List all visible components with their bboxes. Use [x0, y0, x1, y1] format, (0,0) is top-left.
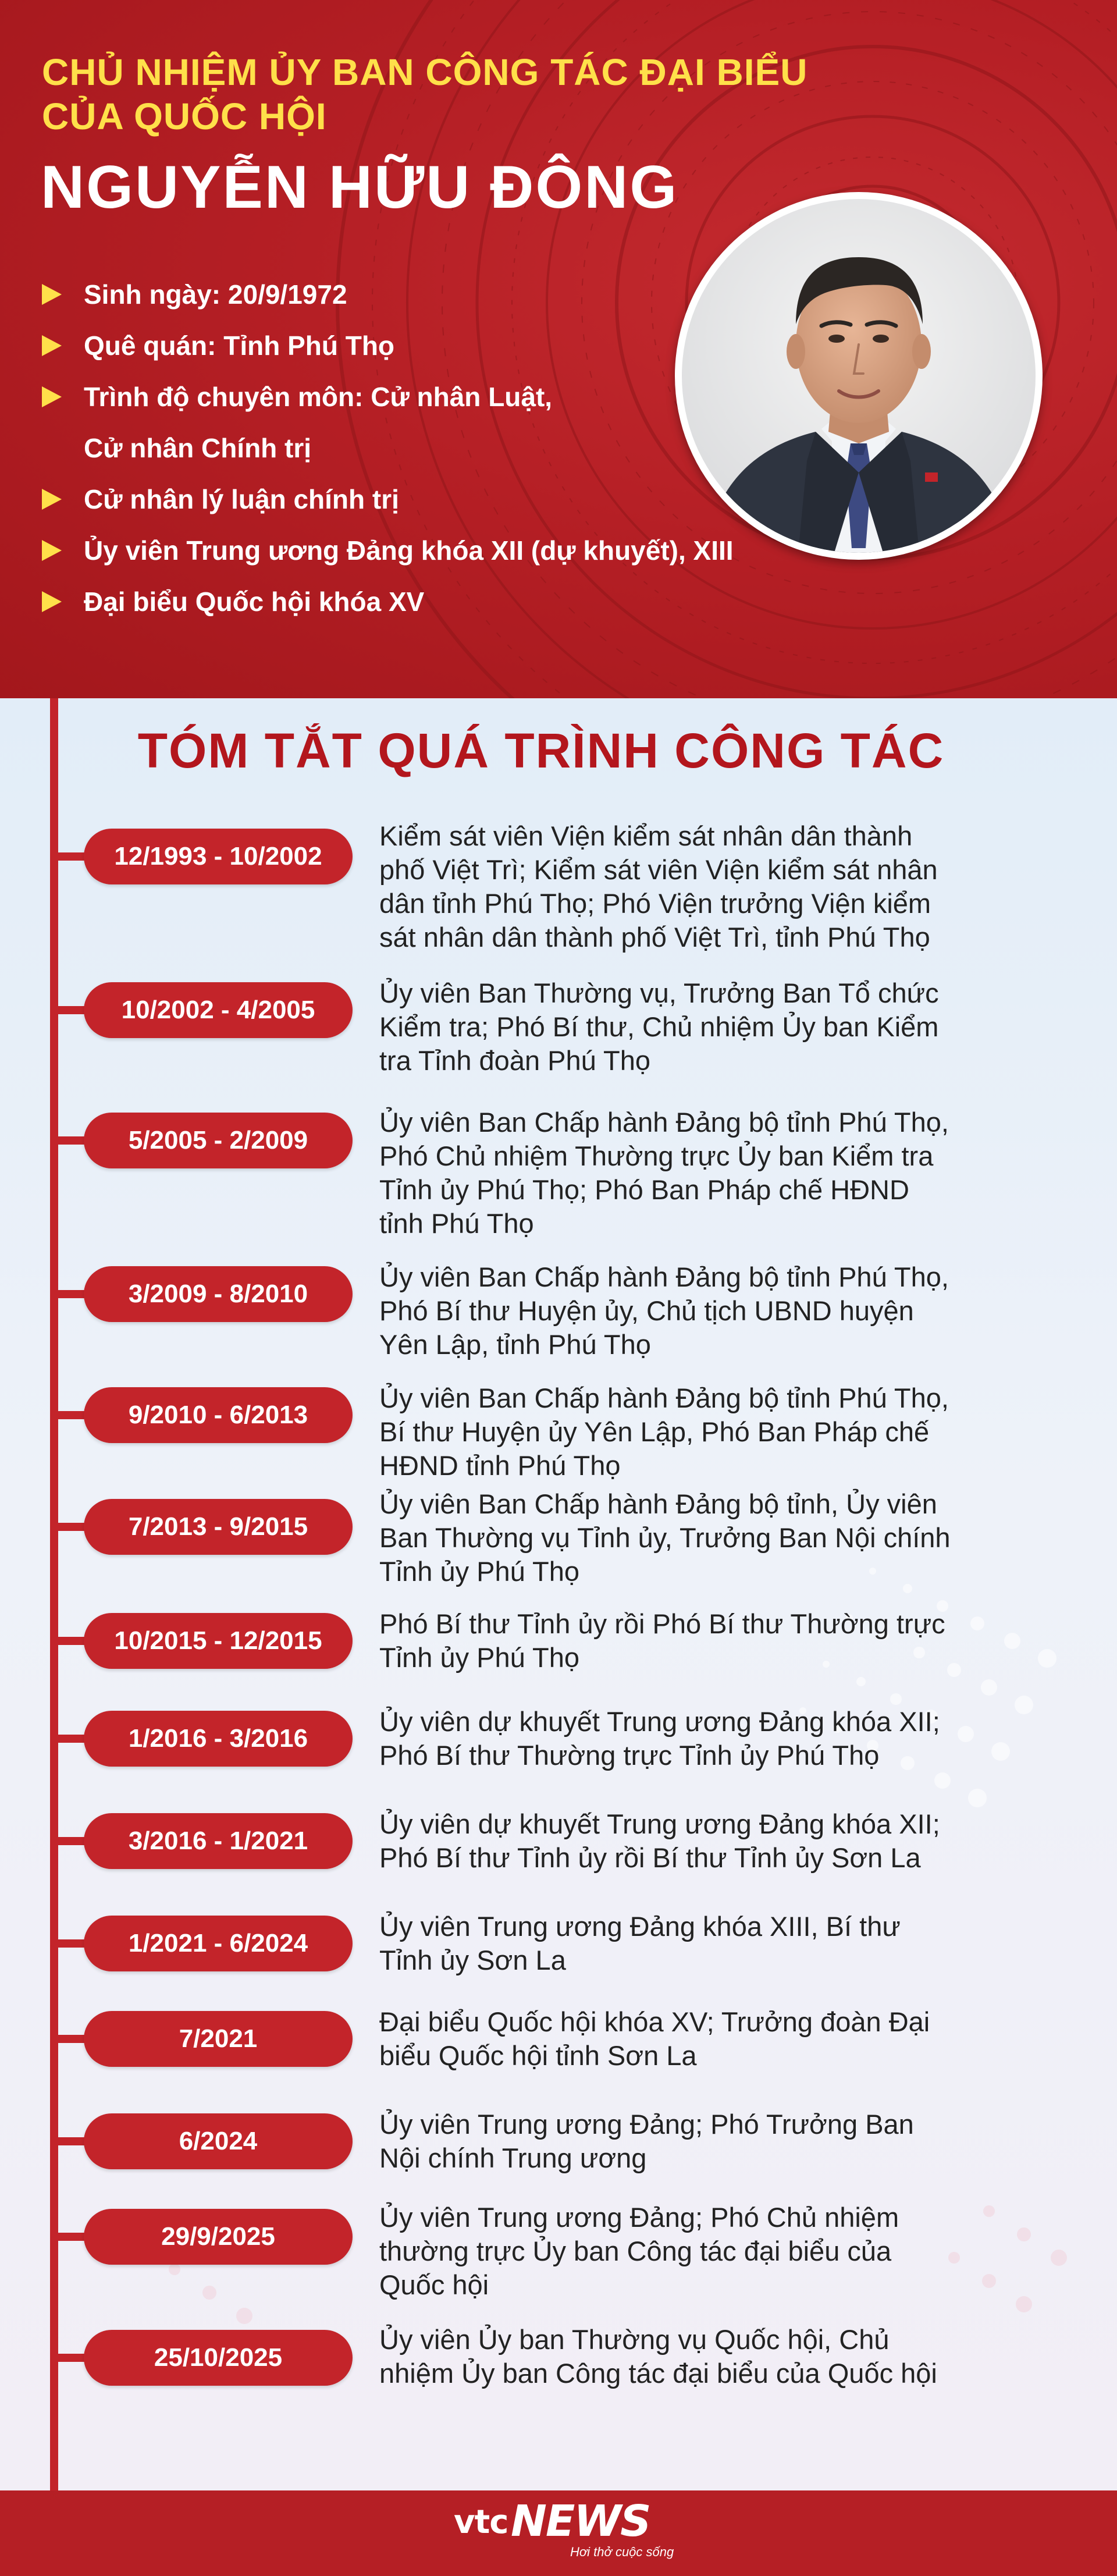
description-line: Tỉnh ủy Sơn La: [379, 1945, 566, 1975]
triangle-bullet-icon: [42, 489, 62, 510]
logo-slogan: Hơi thở cuộc sống: [570, 2545, 674, 2559]
description-line: Phó Bí thư Tỉnh ủy rồi Bí thư Tỉnh ủy Sơn La: [379, 1842, 921, 1873]
person-name: NGUYỄN HỮU ĐÔNG: [41, 154, 679, 221]
description-line: Kiểm sát viên Viện kiểm sát nhân dân thành: [379, 820, 913, 851]
timeline-description: [379, 2005, 1048, 2073]
timeline-description: [379, 1487, 1048, 1589]
timeline-heading: TÓM TẮT QUÁ TRÌNH CÔNG TÁC: [137, 723, 945, 778]
fact-text-continued: Cử nhân Chính trị: [84, 433, 312, 463]
description-line: Ủy viên dự khuyết Trung ương Đảng khóa XII;: [379, 1706, 940, 1737]
timeline-date-badge: 25/10/2025: [84, 2330, 353, 2386]
profile-header: [0, 0, 1117, 698]
description-line: tỉnh Phú Thọ: [379, 1208, 534, 1239]
triangle-bullet-icon: [42, 386, 62, 407]
timeline-description: [379, 1381, 1048, 1483]
position-title-line-2: CỦA QUỐC HỘI: [42, 95, 327, 137]
timeline-description: [379, 976, 1048, 1078]
description-line: Phó Bí thư Huyện ủy, Chủ tịch UBND huyện: [379, 1295, 914, 1326]
description-line: Tỉnh ủy Phú Thọ; Phó Ban Pháp chế HĐND: [379, 1174, 909, 1205]
timeline-date-badge: 1/2021 - 6/2024: [84, 1916, 353, 1971]
description-line: Quốc hội: [379, 2269, 489, 2300]
description-line: Ban Thường vụ Tỉnh ủy, Trưởng Ban Nội chính: [379, 1522, 951, 1553]
description-line: nhiệm Ủy ban Công tác đại biểu của Quốc hội: [379, 2358, 937, 2389]
description-line: Phó Bí thư Tỉnh ủy rồi Phó Bí thư Thường trực: [379, 1608, 945, 1639]
timeline-date-badge: 10/2002 - 4/2005: [84, 982, 353, 1038]
fact-political-theory: [42, 474, 399, 525]
timeline-date-badge: 12/1993 - 10/2002: [84, 829, 353, 884]
fact-central-committee: [42, 525, 734, 576]
description-line: tra Tỉnh đoàn Phú Thọ: [379, 1045, 650, 1076]
timeline-description: [379, 1607, 1048, 1675]
timeline-date-badge: 1/2016 - 3/2016: [84, 1711, 353, 1767]
description-line: HĐND tỉnh Phú Thọ: [379, 1450, 621, 1481]
timeline-description: [379, 1705, 1048, 1772]
triangle-bullet-icon: [42, 540, 62, 561]
timeline-date-badge: 29/9/2025: [84, 2209, 353, 2265]
description-line: Tỉnh ủy Phú Thọ: [379, 1556, 580, 1587]
description-line: Ủy viên Ban Chấp hành Đảng bộ tỉnh, Ủy viên: [379, 1488, 937, 1519]
description-line: Yên Lập, tỉnh Phú Thọ: [379, 1329, 651, 1360]
timeline-description: [379, 1807, 1048, 1875]
description-line: biểu Quốc hội tỉnh Sơn La: [379, 2040, 697, 2071]
fact-text: Ủy viên Trung ương Đảng khóa XII (dự khuyết), XIII: [84, 535, 734, 566]
portrait-illustration: [682, 199, 1036, 553]
fact-text: Sinh ngày: 20/9/1972: [84, 279, 347, 310]
description-line: thường trực Ủy ban Công tác đại biểu của: [379, 2236, 892, 2266]
fact-text: Đại biểu Quốc hội khóa XV: [84, 587, 425, 617]
timeline-axis: [50, 698, 58, 2490]
description-line: Ủy viên Ban Chấp hành Đảng bộ tỉnh Phú Thọ,: [379, 1107, 949, 1138]
description-line: Ủy viên Trung ương Đảng; Phó Trưởng Ban: [379, 2109, 914, 2140]
fact-birth-date: [42, 269, 347, 320]
timeline-description: [379, 1106, 1048, 1241]
description-line: Ủy viên Ban Chấp hành Đảng bộ tỉnh Phú Thọ,: [379, 1262, 949, 1292]
description-line: Bí thư Huyện ủy Yên Lập, Phó Ban Pháp chế: [379, 1416, 930, 1447]
logo-vtc-text: vtc: [454, 2503, 508, 2541]
fact-education: [42, 371, 552, 422]
description-line: sát nhân dân thành phố Việt Trì, tỉnh Phú Thọ: [379, 922, 930, 953]
description-line: Ủy viên dự khuyết Trung ương Đảng khóa XII;: [379, 1808, 940, 1839]
timeline-date-badge: 9/2010 - 6/2013: [84, 1387, 353, 1443]
timeline-description: [379, 2201, 1048, 2302]
fact-text: Quê quán: Tỉnh Phú Thọ: [84, 331, 395, 361]
description-line: Ủy viên Ban Thường vụ, Trưởng Ban Tổ chức: [379, 978, 939, 1008]
description-line: Phó Bí thư Thường trực Tỉnh ủy Phú Thọ: [379, 1740, 880, 1771]
description-line: phố Việt Trì; Kiểm sát viên Viện kiểm sát nhân: [379, 854, 938, 885]
fact-text: Cử nhân lý luận chính trị: [84, 484, 399, 514]
timeline-description: [379, 1260, 1048, 1362]
triangle-bullet-icon: [42, 591, 62, 612]
portrait-photo: [675, 192, 1043, 560]
fact-hometown: [42, 320, 394, 371]
description-line: dân tỉnh Phú Thọ; Phó Viện trưởng Viện kiểm: [379, 888, 931, 919]
fact-national-assembly: [42, 576, 424, 627]
description-line: Ủy viên Ban Chấp hành Đảng bộ tỉnh Phú Thọ,: [379, 1383, 949, 1413]
vtc-news-logo: [454, 2496, 675, 2566]
description-line: Đại biểu Quốc hội khóa XV; Trưởng đoàn Đại: [379, 2006, 930, 2037]
timeline-description: [379, 2108, 1048, 2175]
timeline-description: [379, 1910, 1048, 1977]
timeline-description: [379, 2323, 1048, 2390]
description-line: Ủy viên Trung ương Đảng; Phó Chủ nhiệm: [379, 2202, 899, 2233]
triangle-bullet-icon: [42, 335, 62, 356]
description-line: Tỉnh ủy Phú Thọ: [379, 1642, 580, 1673]
timeline-date-badge: 6/2024: [84, 2113, 353, 2169]
description-line: Nội chính Trung ương: [379, 2142, 647, 2173]
description-line: Ủy viên Trung ương Đảng khóa XIII, Bí thư: [379, 1911, 901, 1942]
triangle-bullet-icon: [42, 284, 62, 305]
timeline-date-badge: 3/2009 - 8/2010: [84, 1266, 353, 1322]
description-line: Phó Chủ nhiệm Thường trực Ủy ban Kiểm tra: [379, 1140, 934, 1171]
timeline-date-badge: 10/2015 - 12/2015: [84, 1613, 353, 1669]
logo-news-text: NEWS: [511, 2496, 650, 2546]
description-line: Kiểm tra; Phó Bí thư, Chủ nhiệm Ủy ban Kiểm: [379, 1011, 939, 1042]
description-line: Ủy viên Ủy ban Thường vụ Quốc hội, Chủ: [379, 2324, 890, 2355]
fact-text: Trình độ chuyên môn: Cử nhân Luật,: [84, 382, 553, 412]
timeline-date-badge: 5/2005 - 2/2009: [84, 1113, 353, 1168]
timeline-date-badge: 3/2016 - 1/2021: [84, 1813, 353, 1869]
position-title-line-1: CHỦ NHIỆM ỦY BAN CÔNG TÁC ĐẠI BIỂU: [42, 51, 808, 93]
timeline-description: [379, 819, 1048, 954]
timeline-date-badge: 7/2021: [84, 2011, 353, 2067]
timeline-date-badge: 7/2013 - 9/2015: [84, 1499, 353, 1555]
